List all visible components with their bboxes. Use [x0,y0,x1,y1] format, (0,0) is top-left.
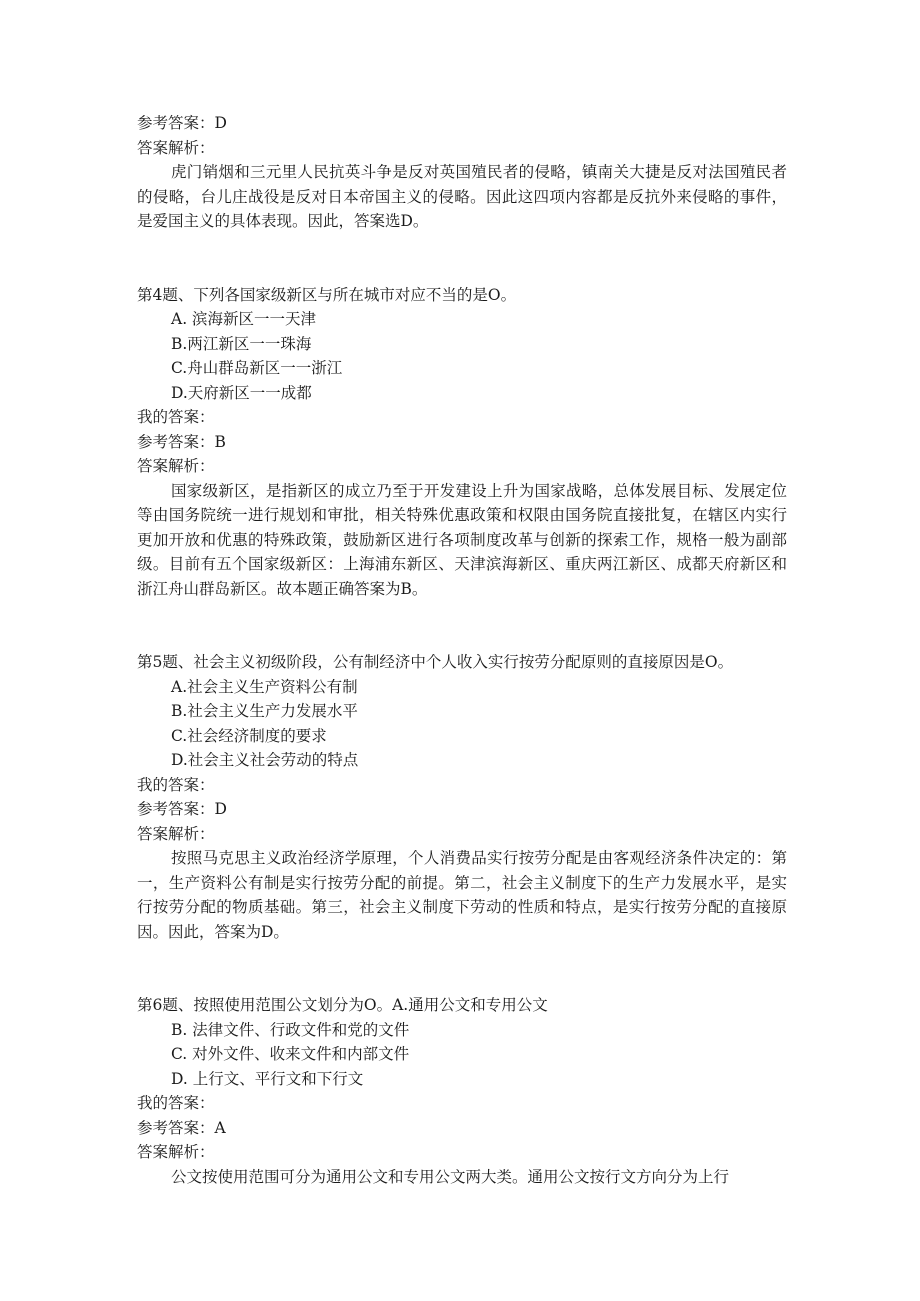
q6-analysis-label: 答案解析： [137,1143,215,1161]
q5-analysis-label: 答案解析： [137,824,215,843]
q6-option-d: D. 上行文、平行文和下行文 [171,1069,364,1088]
q5-my-answer: 我的答案： [137,775,215,794]
prev-analysis-label: 答案解析： [137,138,215,157]
spacer [137,944,787,993]
q4-analysis-text: 国家级新区，是指新区的成立乃至于开发建设上升为国家战略，总体发展目标、发展定位等由国务院统一进行规划和审批，相关特殊优惠政策和权限由国务院直接批复，在辖区内实行更加开放和优惠的特殊政策，鼓励新区进行各项制度改革与创新的探索工作，规格一般为副部级。目前有五个国家级新区：上海浦东新区、天津滨海新区、重庆两江新区、成都天府新区和浙江舟山群岛新区。故本题正确答案为B。 [137,481,787,598]
q4-option-b: B.两江新区一一珠海 [171,334,312,353]
q5-option-b: B.社会主义生产力发展水平 [171,702,358,720]
q5-analysis-text: 按照马克思主义政治经济学原理，个人消费品实行按劳分配是由客观经济条件决定的：第一，生产资料公有制是实行按劳分配的前提。第二，社会主义制度下的生产力发展水平，是实行按劳分配的物质基础。第三，社会主义制度下劳动的性质和特点，是实行按劳分配的直接原因。因此，答案为D。 [137,849,787,941]
q6-option-c: C. 对外文件、收来文件和内部文件 [171,1045,410,1063]
question-5-title: 第5题、社会主义初级阶段，公有制经济中个人收入实行按劳分配原则的直接原因是O。 [137,653,734,671]
q6-option-b: B. 法律文件、行政文件和党的文件 [171,1020,410,1039]
q6-ref-answer: 参考答案：A [137,1118,226,1137]
question-6-title: 第6题、按照使用范围公文划分为O。A.通用公文和专用公文 [137,996,548,1014]
spacer [137,601,787,650]
q4-option-d: D.天府新区一一成都 [171,383,312,402]
q5-option-d: D.社会主义社会劳动的特点 [171,751,359,769]
q5-option-c: C.社会经济制度的要求 [171,726,327,745]
question-4-title: 第4题、下列各国家级新区与所在城市对应不当的是O。 [137,285,517,304]
document-page [137,111,787,1189]
prev-ref-answer: 参考答案：D [137,114,227,132]
q6-analysis-text: 公文按使用范围可分为通用公文和专用公文两大类。通用公文按行文方向分为上行 [171,1167,730,1186]
q4-option-a: A. 滨海新区一一天津 [171,310,317,328]
q4-ref-answer: 参考答案：B [137,432,226,451]
q6-my-answer: 我的答案： [137,1094,215,1112]
q5-ref-answer: 参考答案：D [137,800,227,818]
spacer [137,234,787,283]
prev-analysis-text: 虎门销烟和三元里人民抗英斗争是反对英国殖民者的侵略，镇南关大捷是反对法国殖民者的侵略，台儿庄战役是反对日本帝国主义的侵略。因此这四项内容都是反抗外来侵略的事件，是爱国主义的具体表现。因此，答案选D。 [137,163,787,230]
q4-analysis-label: 答案解析： [137,457,215,475]
q5-option-a: A.社会主义生产资料公有制 [171,677,358,696]
q4-option-c: C.舟山群岛新区一一浙江 [171,359,343,377]
q4-my-answer: 我的答案： [137,408,215,426]
